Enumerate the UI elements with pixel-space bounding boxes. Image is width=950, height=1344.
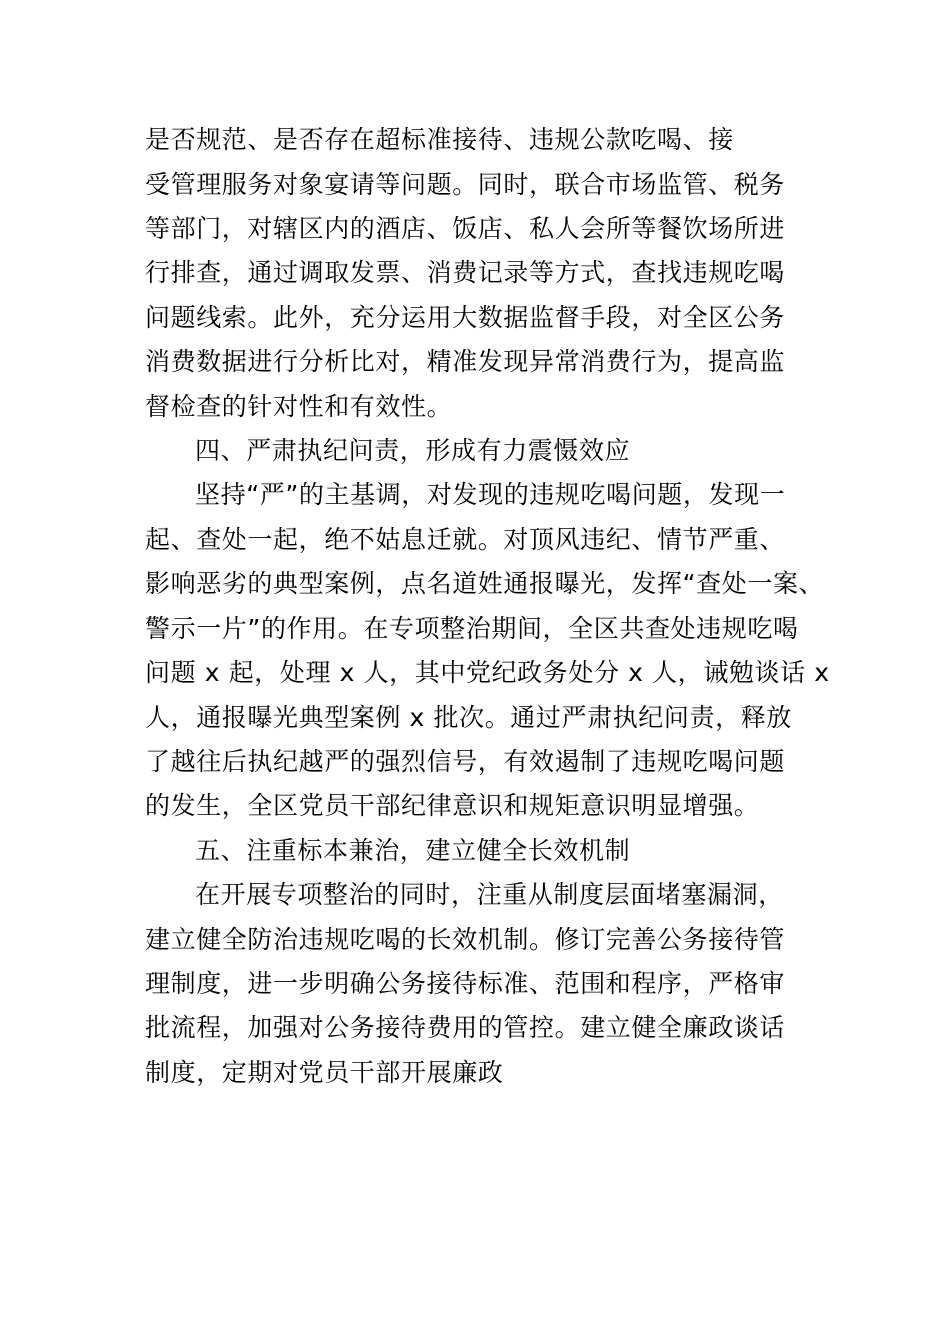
- body-text-line: 理制度，进一步明确公务接待标准、范围和程序，严格审: [145, 969, 786, 998]
- body-text-line: 的发生，全区党员干部纪律意识和规矩意识明显增强。: [145, 791, 760, 820]
- body-text-line: 批流程，加强对公务接待费用的管控。建立健全廉政谈话: [145, 1013, 786, 1042]
- section-heading-four: 四、严肃执纪问责，形成有力震慑效应: [195, 436, 631, 465]
- body-text-line: 影响恶劣的典型案例，点名道姓通报曝光，发挥“查处一案、: [145, 569, 825, 598]
- body-text-line: 起、查处一起，绝不姑息迁就。对顶风违纪、情节严重、: [145, 525, 786, 554]
- body-text-line: 制度，定期对党员干部开展廉政: [145, 1058, 504, 1087]
- body-text-line: 建立健全防治违规吃喝的长效机制。修订完善公务接待管: [145, 925, 786, 954]
- body-text-line: 坚持“严”的主基调，对发现的违规吃喝问题，发现一: [195, 480, 786, 509]
- body-text-line: 了越往后执纪越严的强烈信号，有效遏制了违规吃喝问题: [145, 747, 786, 776]
- body-text-line: 行排查，通过调取发票、消费记录等方式，查找违规吃喝: [145, 258, 786, 287]
- body-text-line: 消费数据进行分析比对，精准发现异常消费行为，提高监: [145, 347, 786, 376]
- body-text-line: 问题 x 起，处理 x 人，其中党纪政务处分 x 人，诫勉谈话 x: [145, 658, 830, 687]
- body-text-line: 督检查的针对性和有效性。: [145, 392, 453, 421]
- body-text-line: 警示一片”的作用。在专项整治期间，全区共查处违规吃喝: [145, 614, 799, 643]
- body-text-line: 受管理服务对象宴请等问题。同时，联合市场监管、税务: [145, 170, 786, 199]
- body-text-line: 人，通报曝光典型案例 x 批次。通过严肃执纪问责，释放: [145, 703, 792, 732]
- body-text-line: 等部门，对辖区内的酒店、饭店、私人会所等餐饮场所进: [145, 214, 786, 243]
- body-text-line: 问题线索。此外，充分运用大数据监督手段，对全区公务: [145, 303, 786, 332]
- section-heading-five: 五、注重标本兼治，建立健全长效机制: [195, 836, 631, 865]
- body-text-line: 在开展专项整治的同时，注重从制度层面堵塞漏洞，: [195, 880, 784, 909]
- body-text-line: 是否规范、是否存在超标准接待、违规公款吃喝、接: [145, 125, 734, 154]
